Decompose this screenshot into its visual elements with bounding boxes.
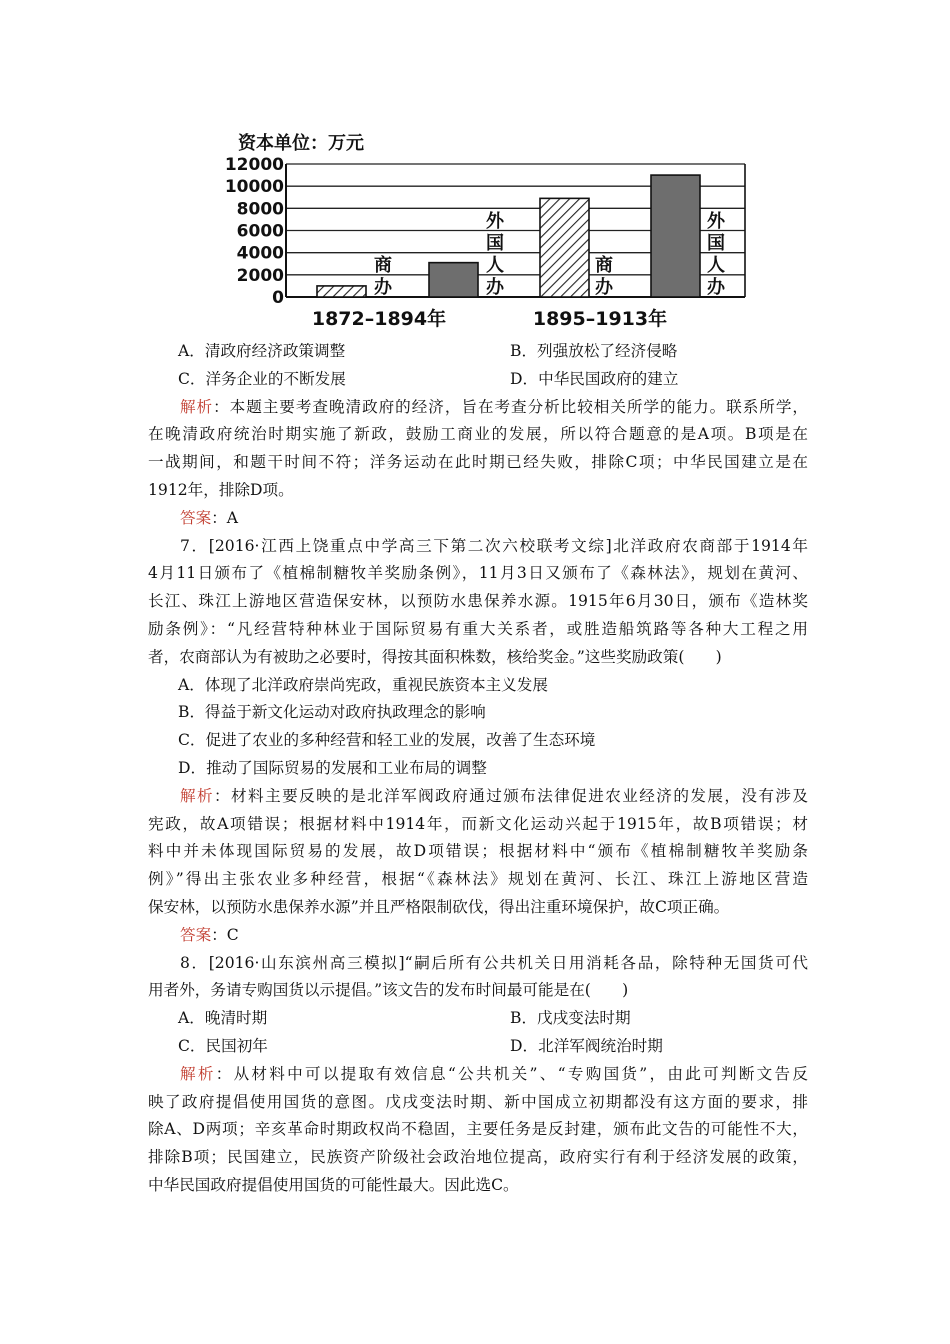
q8-analysis-line-2: 映了政府提倡使用国货的意图。戊戌变法时期、新中国成立初期都没有这方面的要求，排 [148, 1092, 808, 1111]
y-tick-label: 10000 [224, 177, 284, 198]
q7-analysis-line-3: 料中并未体现国际贸易的发展，故D项错误；根据材料中“颁布《植棉制糖牧羊奖励条 [148, 842, 808, 861]
q7-answer [148, 922, 808, 950]
bar-label-merchant-char: 商 [374, 255, 392, 276]
y-tick-label: 2000 [236, 265, 284, 286]
q6-analysis-line-1 [148, 394, 808, 422]
question-content [148, 338, 808, 1200]
q7-stem-line-1: 7．[2016·江西上饶重点中学高三下第二次六校联考文综]北洋政府农商部于1914年 [180, 536, 808, 555]
q6-analysis-line-3: 一战期间，和题干时间不符；洋务运动在此时期已经失败，排除C项；中华民国建立是在 [148, 453, 808, 472]
q7-option-d: D．推动了国际贸易的发展和工业布局的调整 [178, 758, 487, 777]
bar-label-foreign-char: 人 [707, 255, 725, 276]
chart-svg [220, 122, 760, 337]
q7-analysis-tag: 解析 [180, 786, 215, 805]
q7-stem-line-4: 励条例》：“凡经营特种林业于国际贸易有重大关系者，或胜造船筑路等各种大工程之用 [148, 619, 808, 638]
y-tick-label: 6000 [236, 221, 284, 242]
q7-stem-line-5: 者，农商部认为有被助之必要时，得按其面积株数，核给奖金。”这些奖励政策( ) [148, 647, 722, 666]
q8-analysis-line-1 [148, 1061, 808, 1089]
q6-analysis-line-4: 1912年，排除D项。 [148, 480, 294, 499]
q8-options-row-1 [148, 1005, 808, 1033]
q7-analysis-line-2: 宪政，故A项错误；根据材料中1914年，而新文化运动兴起于1915年，故B项错误；材 [148, 814, 808, 833]
q7-stem-line-2: 4月11日颁布了《植棉制糖牧羊奖励条例》，11月3日又颁布了《森林法》，规划在黄河、 [148, 564, 808, 583]
bar-label-merchant-char: 办 [374, 277, 392, 298]
category-label: 1872–1894年 [311, 308, 447, 330]
q8-analysis-line-4: 排除B项；民国建立，民族资产阶级社会政治地位提高，政府实行有利于经济发展的政策， [148, 1148, 808, 1167]
y-tick-label: 8000 [236, 199, 284, 220]
q8-stem-line-1: 8．[2016·山东滨州高三模拟]“嗣后所有公共机关日用消耗各品，除特种无国货可代 [180, 953, 808, 972]
capital-bar-chart [220, 122, 760, 337]
q7-answer-value: ：C [211, 925, 239, 944]
q7-analysis-text: ：材料主要反映的是北洋军阀政府通过颁布法律促进农业经济的发展，没有涉及 [214, 786, 808, 805]
bar-foreign [429, 263, 478, 297]
bar-merchant [540, 198, 589, 297]
q6-answer-value: ：A [211, 508, 239, 527]
q7-option-c: C．促进了农业的多种经营和轻工业的发展，改善了生态环境 [178, 731, 596, 750]
q6-options-row-2 [148, 366, 808, 394]
q7-stem-line-3: 长江、珠江上游地区营造保安林，以预防水患保养水源。1915年6月30日，颁布《造林奖 [148, 592, 808, 611]
q6-analysis-line-2: 在晚清政府统治时期实施了新政，鼓励工商业的发展，所以符合题意的是A项。B项是在 [148, 425, 808, 444]
bar-label-merchant-char: 商 [595, 255, 613, 276]
q6-option-b: B．列强放松了经济侵略 [510, 342, 678, 360]
q8-stem-line-2: 用者外，务请专购国货以示提倡。”该文告的发布时间最可能是在( ) [148, 981, 629, 1000]
y-tick-label: 0 [272, 288, 284, 308]
q8-option-d: D．北洋军阀统治时期 [510, 1036, 663, 1055]
q6-option-c: C．洋务企业的不断发展 [178, 369, 346, 388]
bar-label-foreign-char: 办 [707, 277, 725, 298]
q6-answer-tag: 答案 [180, 508, 212, 527]
q6-options-row-1 [148, 338, 808, 366]
bar-label-foreign-char: 人 [486, 255, 504, 276]
q8-analysis-text: ：从材料中可以提取有效信息“公共机关”、“专购国货”，由此可判断文告反 [215, 1064, 808, 1083]
q6-analysis-text: ：本题主要考查晚清政府的经济，旨在考查分析比较相关所学的能力。联系所学， [213, 397, 808, 416]
bar-label-foreign-char: 外 [707, 211, 725, 232]
q7-option-a: A．体现了北洋政府崇尚宪政，重视民族资本主义发展 [178, 675, 548, 694]
q8-option-b: B．戊戌变法时期 [510, 1009, 631, 1028]
q7-analysis-line-4: 例》”得出主张农业多种经营，根据“《森林法》规划在黄河、长江、珠江上游地区营造 [148, 870, 808, 889]
q8-options-row-2 [148, 1033, 808, 1061]
q7-analysis-line-1 [148, 783, 808, 811]
bar-label-foreign-char: 外 [486, 211, 504, 232]
bar-foreign [651, 175, 700, 297]
chart-unit-label: 资本单位：万元 [238, 133, 364, 154]
q8-option-a: A．晚清时期 [178, 1009, 268, 1028]
category-label: 1895–1913年 [532, 308, 668, 330]
q6-answer [148, 505, 808, 533]
bar-label-foreign-char: 办 [486, 277, 504, 298]
q7-answer-tag: 答案 [180, 925, 212, 944]
q6-option-d: D．中华民国政府的建立 [510, 369, 679, 388]
y-tick-label: 12000 [224, 155, 284, 175]
bar-label-foreign-char: 国 [486, 233, 504, 254]
q8-analysis-line-5: 中华民国政府提倡使用国货的可能性最大。因此选C。 [148, 1175, 519, 1194]
q8-analysis-line-3: 除A、D两项；辛亥革命时期政权尚不稳固，主要任务是反封建，颁布此文告的可能性不大， [148, 1120, 808, 1139]
q8-option-c: C．民国初年 [178, 1036, 268, 1055]
q7-option-b: B．得益于新文化运动对政府执政理念的影响 [178, 703, 486, 722]
q7-analysis-line-5: 保安林，以预防水患保养水源”并且严格限制砍伐，得出注重环境保护，故C项正确。 [148, 897, 730, 916]
bar-label-merchant-char: 办 [595, 277, 613, 298]
bar-merchant [317, 286, 366, 297]
q6-option-a: A．清政府经济政策调整 [178, 342, 346, 360]
q8-analysis-tag: 解析 [180, 1064, 216, 1083]
q6-analysis-tag: 解析 [180, 397, 214, 416]
bar-label-foreign-char: 国 [707, 233, 725, 254]
y-tick-label: 4000 [236, 243, 284, 264]
